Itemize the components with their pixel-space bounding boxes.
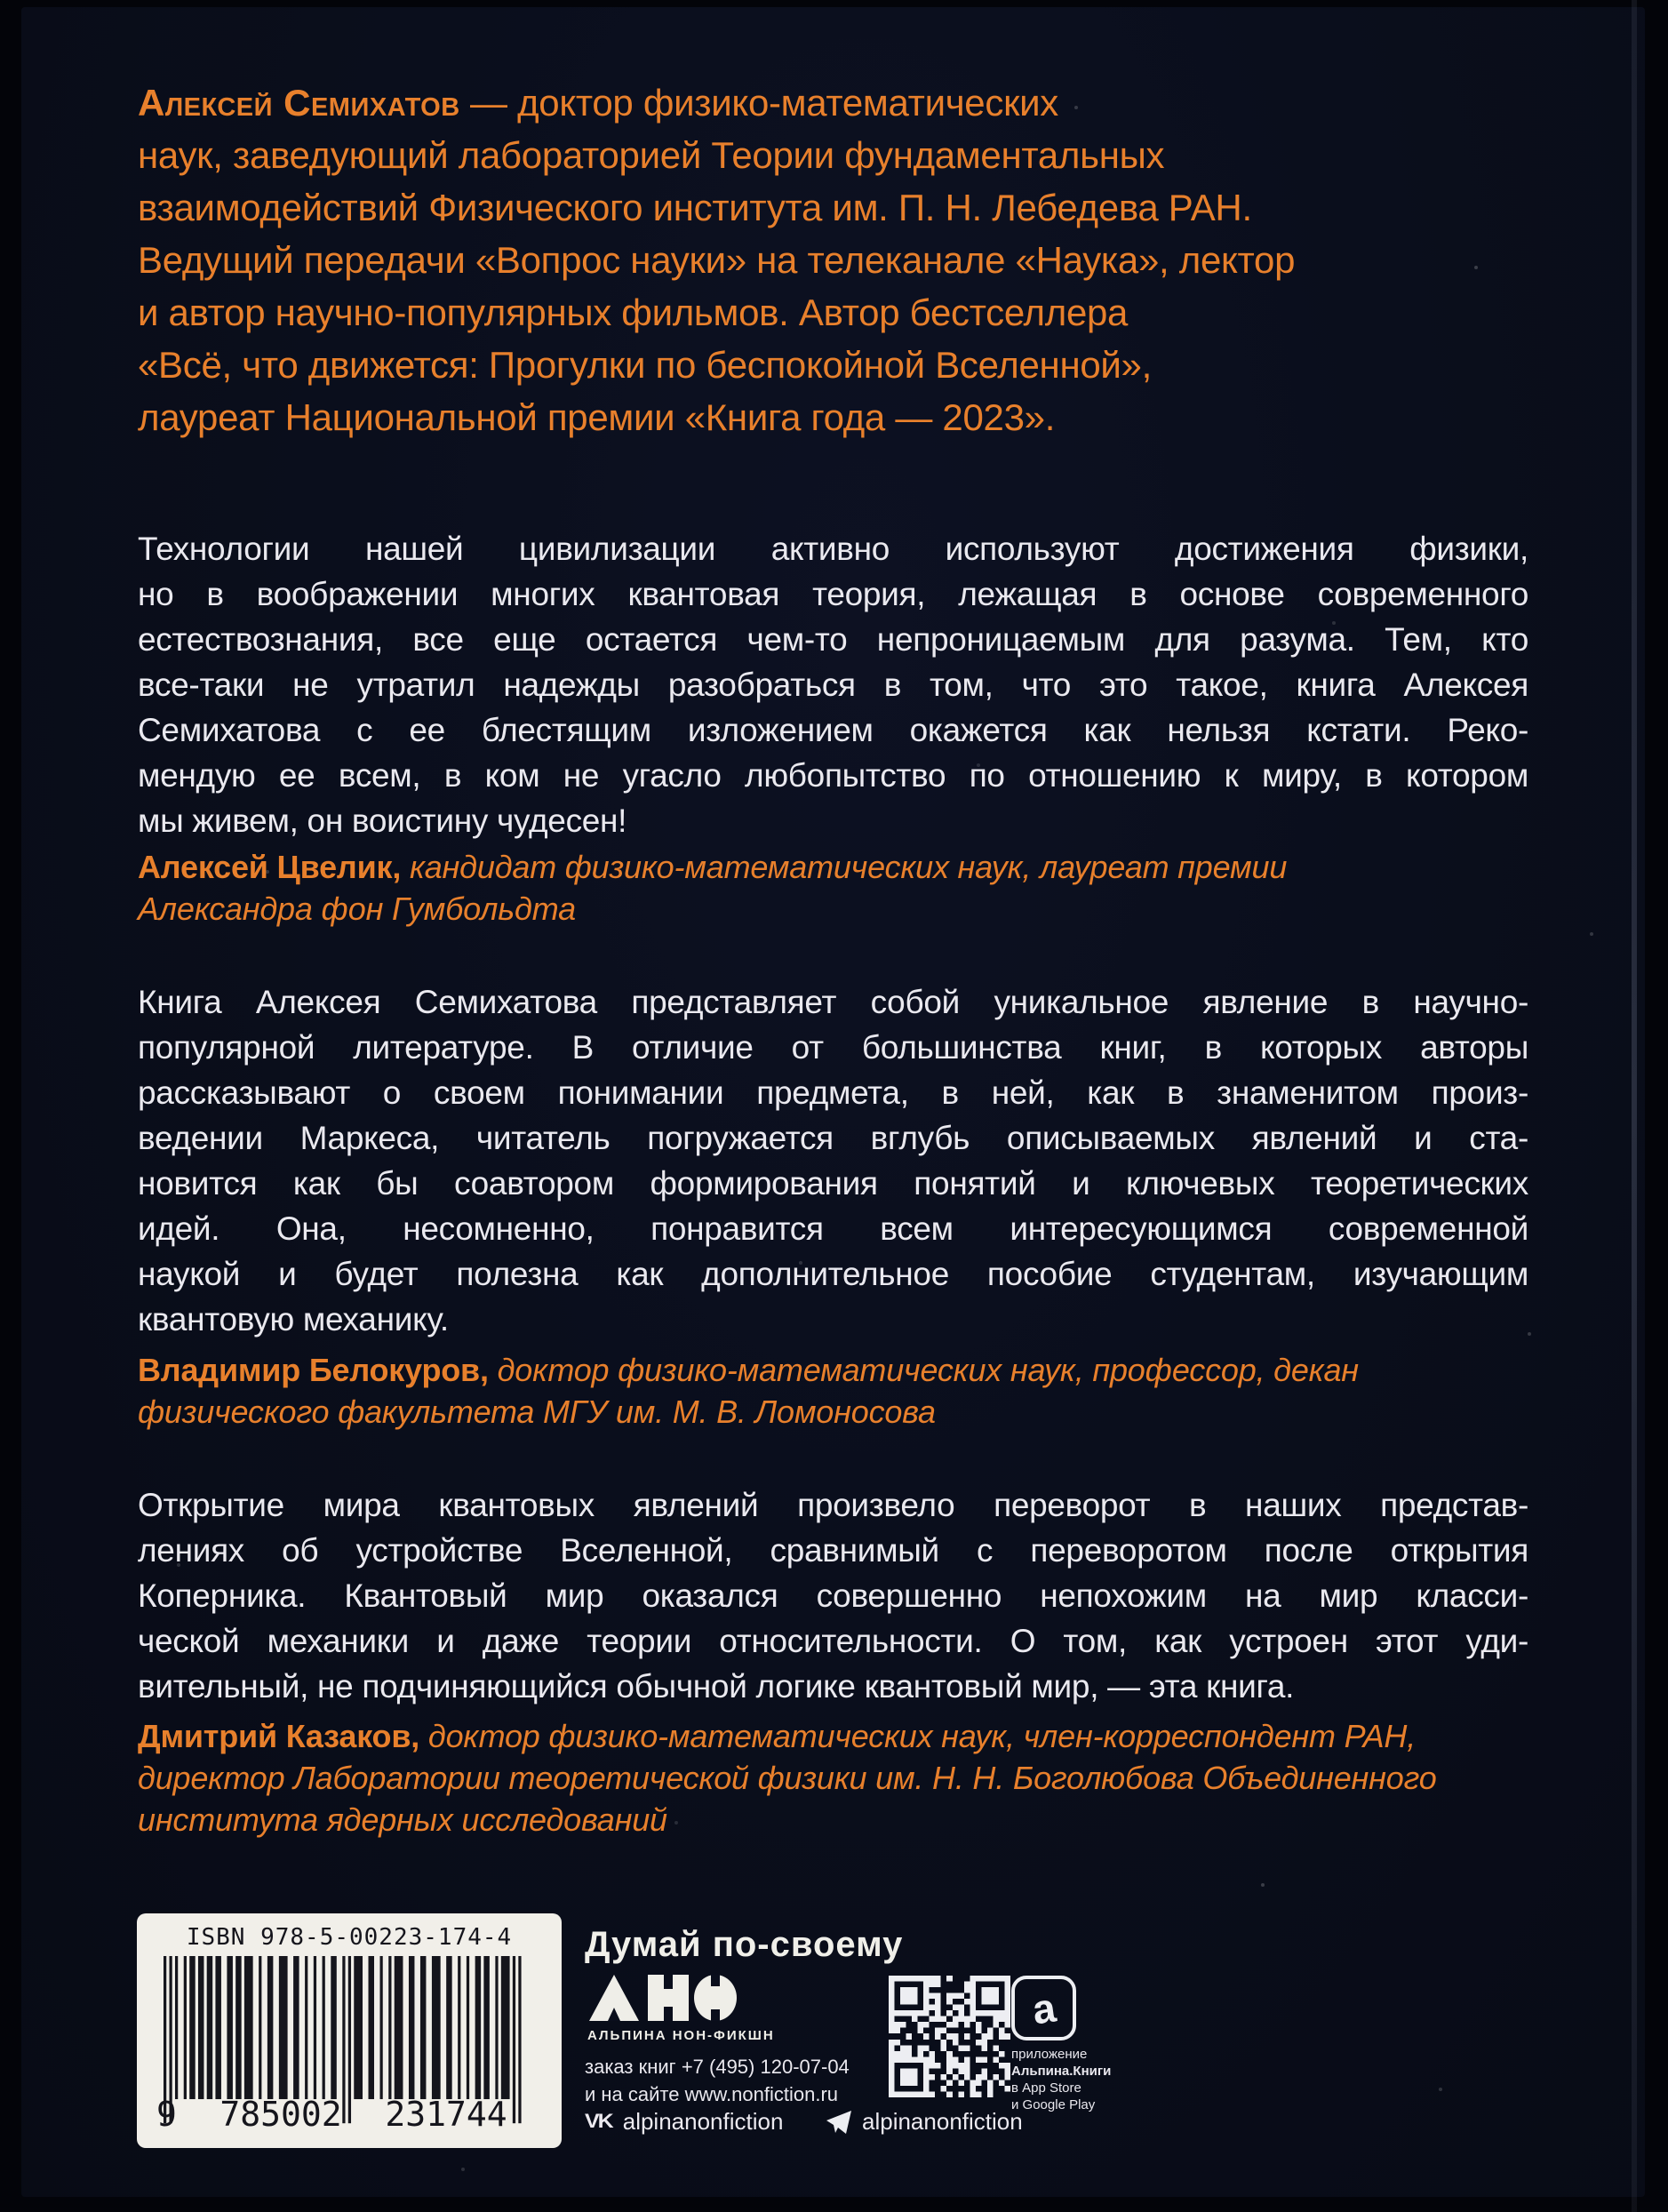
telegram-handle: alpinanonfiction (862, 2108, 1023, 2135)
quote-credentials: кандидат физико-математических наук, лауреат премии Александра фон Гумбольдта (138, 849, 1288, 927)
bio-first-line (138, 76, 1528, 129)
telegram-contact (826, 2108, 1023, 2136)
review-quote-3: Открытие мира квантовых явлений произвело переворот в наших представ- лениях об устройстве Вселенной, сравнимый с переворотом после открытия Коперника. Квантовый мир оказался совершенно непохожим на мир класси- ческой механики и даже теории относительности. О том, как устроен этот уди- вительный, не подчиняющийся обычной логике квантовый мир, — эта книга. (138, 1487, 1528, 1705)
author-bio (138, 76, 1528, 443)
barcode-panel (137, 1913, 562, 2148)
quote-author: Алексей Цвелик, (138, 849, 402, 885)
review-quote-1: Технологии нашей цивилизации активно используют достижения физики, но в воображении многих квантовая теория, лежащая в основе современного естествознания, все еще остается чем-то непроницаемым для разума. Тем, кто все-таки не утратил надежды разобраться в том, что это такое, книга Алексея Семихатова с ее блестящим изложением окажется как нельзя кстати. Реко- мендую ее всем, в ком не угасло любопытство по отношению к миру, в котором мы живем, он воистину чудесен! (138, 531, 1528, 839)
review-attribution-2 (138, 1349, 1364, 1433)
ean-digit-group: 785002 (219, 2095, 342, 2134)
cover-edge-highlight (1632, 0, 1637, 2212)
app-note-line: Альпина.Книги (1011, 2064, 1112, 2079)
vk-contact (585, 2108, 783, 2136)
app-note-line: приложение (1011, 2047, 1088, 2062)
isbn-text: ISBN 978-5-00223-174-4 (186, 1924, 513, 1951)
ean-digits (137, 2095, 562, 2134)
publisher-slogan: Думай по-своему (585, 1925, 904, 1964)
order-phone: заказ книг +7 (495) 120-07-04 (585, 2056, 850, 2078)
scan-noise (0, 0, 2, 2)
bio-lines: наук, заведующий лабораторией Теории фундаментальных взаимодействий Физического института им. П. Н. Лебедева РАН. Ведущий передачи «Вопрос науки» на телеканале «Наука», лектор и автор научно-популярных фильмов. Автор бестселлера «Всё, что движется: Прогулки по беспокойной Вселенной», лауреат Национальной премии «Книга года — 2023». (138, 134, 1296, 438)
app-note-line: в App Store (1011, 2080, 1081, 2096)
quote-credentials: доктор физико-математических наук, член-корреспондент РАН, директор Лаборатории теоретической физики им. Н. Н. Боголюбова Объединенного института ядерных исследований (138, 1718, 1437, 1838)
author-name: Алексей Семихатов (138, 82, 460, 124)
app-note-line: и Google Play (1011, 2097, 1096, 2112)
app-note (1011, 2046, 1111, 2113)
vk-handle: alpinanonfiction (622, 2108, 784, 2135)
review-attribution-3 (138, 1715, 1511, 1841)
bio-intro-rest: — доктор физико-математических (459, 82, 1059, 124)
ean-digit-group: 231744 (385, 2095, 507, 2134)
publisher-name: АЛЬПИНА НОН-ФИКШН (587, 2028, 775, 2043)
qr-code-icon (889, 1976, 1010, 2097)
review-attribution-1 (138, 846, 1364, 930)
ean-digit-group: 9 (156, 2095, 177, 2134)
vk-icon: VK (585, 2110, 612, 2133)
order-website: и на сайте www.nonfiction.ru (585, 2083, 839, 2105)
alpina-books-app-icon: a (1011, 1976, 1076, 2040)
quote-author: Дмитрий Казаков, (138, 1718, 420, 1754)
order-info (585, 2053, 850, 2108)
quote-credentials: доктор физико-математических наук, профессор, декан физического факультета МГУ им. М. В. Ломоносова (138, 1352, 1359, 1430)
alpina-nonfiction-logo-icon (589, 1975, 737, 2021)
quote-author: Владимир Белокуров, (138, 1352, 489, 1388)
review-quote-2: Книга Алексея Семихатова представляет собой уникальное явление в научно- популярной литературе. В отличие от большинства книг, в которых авторы рассказывают о своем понимании предмета, в ней, как в знаменитом произ- ведении Маркеса, читатель погружается вглубь описываемых явлений и ста- новится как бы соавтором формирования понятий и ключевых теоретических идей. Она, несомненно, понравится всем интересующимся современной наукой и будет полезна как дополнительное пособие студентам, изучающим квантовую механику. (138, 984, 1528, 1338)
telegram-icon (826, 2111, 851, 2134)
